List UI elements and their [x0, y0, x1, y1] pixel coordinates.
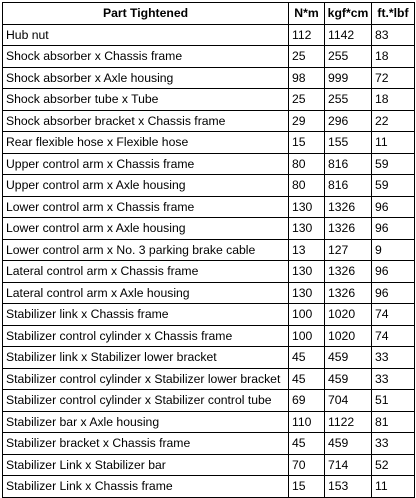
cell-part: Lower control arm x No. 3 parking brake cable	[3, 239, 289, 261]
table-row	[3, 153, 415, 175]
cell-ft-lbf: 18	[372, 89, 415, 111]
table-row	[3, 196, 415, 218]
cell-part: Stabilizer Link x Chassis frame	[3, 476, 289, 498]
cell-part: Shock absorber tube x Tube	[3, 89, 289, 111]
cell-newton-meter: 45	[289, 368, 325, 390]
header-part-tightened: Part Tightened	[3, 3, 289, 25]
table-body	[3, 24, 415, 497]
cell-part: Stabilizer link x Stabilizer lower bracket	[3, 347, 289, 369]
cell-ft-lbf: 11	[372, 132, 415, 154]
cell-ft-lbf: 96	[372, 196, 415, 218]
cell-kgf-cm: 999	[325, 67, 372, 89]
cell-part: Stabilizer bar x Axle housing	[3, 411, 289, 433]
cell-part: Stabilizer Link x Stabilizer bar	[3, 454, 289, 476]
cell-newton-meter: 112	[289, 24, 325, 46]
cell-kgf-cm: 459	[325, 368, 372, 390]
cell-kgf-cm: 1326	[325, 196, 372, 218]
header-newton-meter: N*m	[289, 3, 325, 25]
cell-ft-lbf: 22	[372, 110, 415, 132]
cell-kgf-cm: 1122	[325, 411, 372, 433]
cell-part: Shock absorber x Chassis frame	[3, 46, 289, 68]
table-row	[3, 390, 415, 412]
cell-newton-meter: 100	[289, 304, 325, 326]
table-row	[3, 175, 415, 197]
cell-newton-meter: 100	[289, 325, 325, 347]
cell-ft-lbf: 83	[372, 24, 415, 46]
cell-kgf-cm: 153	[325, 476, 372, 498]
cell-ft-lbf: 81	[372, 411, 415, 433]
cell-part: Stabilizer control cylinder x Stabilizer lower bracket	[3, 368, 289, 390]
cell-ft-lbf: 74	[372, 304, 415, 326]
table-row	[3, 132, 415, 154]
cell-kgf-cm: 816	[325, 175, 372, 197]
cell-kgf-cm: 459	[325, 433, 372, 455]
cell-kgf-cm: 255	[325, 46, 372, 68]
table-row	[3, 368, 415, 390]
cell-part: Lower control arm x Axle housing	[3, 218, 289, 240]
cell-newton-meter: 29	[289, 110, 325, 132]
cell-part: Upper control arm x Chassis frame	[3, 153, 289, 175]
cell-ft-lbf: 59	[372, 175, 415, 197]
cell-part: Hub nut	[3, 24, 289, 46]
header-ft-lbf: ft.*lbf	[372, 3, 415, 25]
cell-newton-meter: 130	[289, 196, 325, 218]
cell-part: Lateral control arm x Axle housing	[3, 282, 289, 304]
cell-kgf-cm: 255	[325, 89, 372, 111]
cell-part: Shock absorber x Axle housing	[3, 67, 289, 89]
cell-kgf-cm: 155	[325, 132, 372, 154]
cell-newton-meter: 45	[289, 347, 325, 369]
table-row	[3, 239, 415, 261]
table-row	[3, 67, 415, 89]
table-row	[3, 325, 415, 347]
table-row	[3, 261, 415, 283]
cell-newton-meter: 13	[289, 239, 325, 261]
cell-newton-meter: 130	[289, 261, 325, 283]
cell-ft-lbf: 33	[372, 347, 415, 369]
table-row	[3, 110, 415, 132]
cell-kgf-cm: 296	[325, 110, 372, 132]
cell-ft-lbf: 96	[372, 218, 415, 240]
cell-newton-meter: 98	[289, 67, 325, 89]
table-row	[3, 46, 415, 68]
table-row	[3, 282, 415, 304]
table-row	[3, 24, 415, 46]
cell-kgf-cm: 704	[325, 390, 372, 412]
cell-ft-lbf: 33	[372, 368, 415, 390]
cell-part: Shock absorber bracket x Chassis frame	[3, 110, 289, 132]
cell-ft-lbf: 74	[372, 325, 415, 347]
cell-kgf-cm: 1326	[325, 261, 372, 283]
cell-newton-meter: 15	[289, 132, 325, 154]
cell-newton-meter: 130	[289, 282, 325, 304]
table-row	[3, 218, 415, 240]
cell-kgf-cm: 1326	[325, 282, 372, 304]
cell-newton-meter: 69	[289, 390, 325, 412]
cell-newton-meter: 130	[289, 218, 325, 240]
cell-ft-lbf: 33	[372, 433, 415, 455]
cell-part: Rear flexible hose x Flexible hose	[3, 132, 289, 154]
cell-ft-lbf: 72	[372, 67, 415, 89]
torque-specification-table	[2, 2, 415, 498]
cell-newton-meter: 45	[289, 433, 325, 455]
cell-kgf-cm: 127	[325, 239, 372, 261]
cell-kgf-cm: 714	[325, 454, 372, 476]
cell-newton-meter: 25	[289, 46, 325, 68]
cell-ft-lbf: 52	[372, 454, 415, 476]
cell-kgf-cm: 816	[325, 153, 372, 175]
cell-ft-lbf: 51	[372, 390, 415, 412]
cell-kgf-cm: 1326	[325, 218, 372, 240]
cell-ft-lbf: 18	[372, 46, 415, 68]
table-row	[3, 454, 415, 476]
cell-part: Upper control arm x Axle housing	[3, 175, 289, 197]
table-row	[3, 433, 415, 455]
cell-ft-lbf: 59	[372, 153, 415, 175]
table-row	[3, 411, 415, 433]
cell-kgf-cm: 1020	[325, 325, 372, 347]
cell-part: Stabilizer control cylinder x Stabilizer control tube	[3, 390, 289, 412]
cell-part: Stabilizer link x Chassis frame	[3, 304, 289, 326]
header-kgf-cm: kgf*cm	[325, 3, 372, 25]
table-row	[3, 304, 415, 326]
cell-newton-meter: 70	[289, 454, 325, 476]
table-row	[3, 347, 415, 369]
cell-ft-lbf: 96	[372, 261, 415, 283]
table-row	[3, 89, 415, 111]
cell-newton-meter: 80	[289, 153, 325, 175]
cell-ft-lbf: 9	[372, 239, 415, 261]
cell-kgf-cm: 459	[325, 347, 372, 369]
cell-kgf-cm: 1142	[325, 24, 372, 46]
cell-kgf-cm: 1020	[325, 304, 372, 326]
cell-newton-meter: 15	[289, 476, 325, 498]
cell-newton-meter: 25	[289, 89, 325, 111]
table-header-row	[3, 3, 415, 25]
cell-ft-lbf: 96	[372, 282, 415, 304]
cell-part: Lower control arm x Chassis frame	[3, 196, 289, 218]
cell-newton-meter: 110	[289, 411, 325, 433]
cell-part: Stabilizer bracket x Chassis frame	[3, 433, 289, 455]
cell-part: Lateral control arm x Chassis frame	[3, 261, 289, 283]
cell-ft-lbf: 11	[372, 476, 415, 498]
cell-part: Stabilizer control cylinder x Chassis frame	[3, 325, 289, 347]
cell-newton-meter: 80	[289, 175, 325, 197]
